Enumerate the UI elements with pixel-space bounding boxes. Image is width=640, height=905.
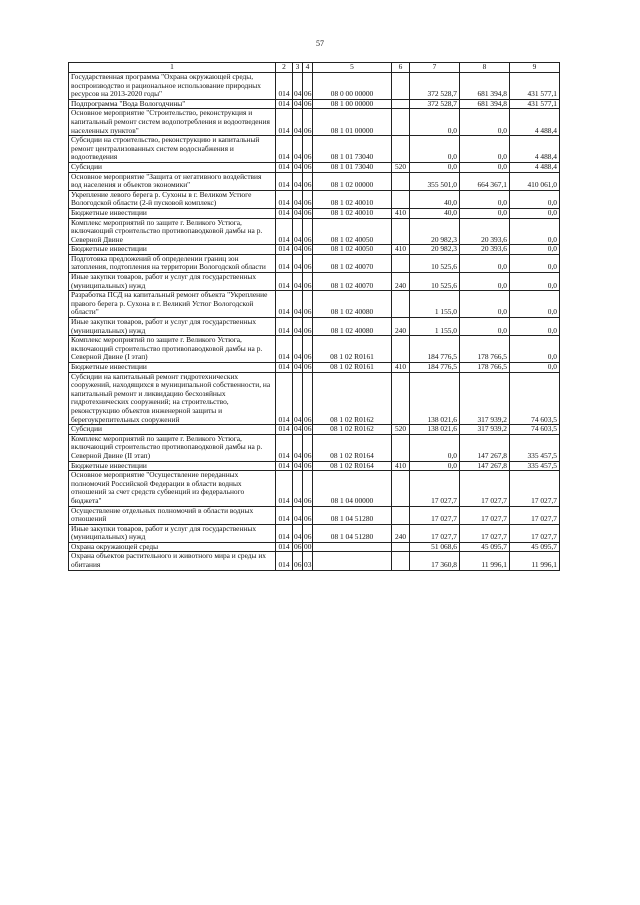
section-code-cell: 04 bbox=[293, 73, 303, 100]
target-article-cell: 08 1 02 40010 bbox=[313, 208, 392, 218]
row-name-cell: Комплекс мероприятий по защите г. Великого Устюга, включающий строительство противопаводковой дамбы на р. Северной Двине (II этап) bbox=[69, 434, 276, 461]
section-code-cell: 04 bbox=[294, 208, 302, 217]
section-code-cell: 04 bbox=[294, 362, 302, 371]
amount-col8-cell: 664 367,1 bbox=[460, 172, 510, 190]
amount-col8-cell: 317 939,2 bbox=[460, 372, 510, 425]
amount-col8-cell: 20 393,6 bbox=[460, 218, 510, 245]
amount-col8-cell: 0,0 bbox=[460, 208, 510, 218]
amount-col7-cell: 372 528,7 bbox=[410, 73, 460, 100]
ministry-code-cell: 014 bbox=[276, 506, 293, 524]
target-article-cell: 08 1 02 40080 bbox=[313, 291, 392, 318]
header-cell: 2 bbox=[276, 63, 293, 73]
ministry-code-cell: 014 bbox=[276, 136, 293, 163]
section-code-cell: 04 bbox=[293, 471, 303, 506]
section-code-cell: 04 bbox=[293, 291, 303, 318]
target-article-cell: 08 1 04 51280 bbox=[313, 506, 392, 524]
subsection-code-cell: 06 bbox=[303, 471, 313, 506]
target-article-cell bbox=[313, 552, 392, 570]
amount-col8-cell: 0,0 bbox=[460, 162, 510, 172]
ministry-code-cell: 014 bbox=[276, 372, 293, 425]
amount-col7-cell: 1 155,0 bbox=[410, 318, 460, 336]
row-name-cell: Иные закупки товаров, работ и услуг для государственных (муниципальных) нужд bbox=[69, 318, 276, 336]
amount-col7-cell: 138 021,6 bbox=[410, 372, 460, 425]
section-code-cell: 04 bbox=[293, 372, 303, 425]
subsection-code-cell: 06 bbox=[304, 244, 312, 254]
expense-type-cell: 410 bbox=[392, 461, 410, 471]
subsection-code-cell: 06 bbox=[304, 162, 312, 171]
subsection-code-cell: 06 bbox=[303, 524, 313, 542]
section-code-cell: 06 bbox=[293, 552, 303, 570]
row-name-cell: Укрепление левого берега р. Сухоны в г. Великом Устюге Вологодской области (2-й пусковой комплекс) bbox=[69, 190, 276, 208]
header-cell: 9 bbox=[510, 63, 560, 73]
amount-col9-cell: 17 027,7 bbox=[510, 524, 560, 542]
amount-col7-cell: 355 501,0 bbox=[410, 172, 460, 190]
amount-col8-cell: 178 766,5 bbox=[460, 363, 510, 373]
subsection-code-cell: 06 bbox=[303, 372, 313, 425]
amount-col7-cell: 40,0 bbox=[410, 190, 460, 208]
subsection-code-cell: 03 bbox=[303, 552, 313, 570]
subsection-code-cell: 06 bbox=[303, 254, 313, 272]
amount-col9-cell: 74 603,5 bbox=[510, 372, 560, 425]
section-code-cell: 04 bbox=[293, 218, 303, 245]
expense-type-cell bbox=[392, 542, 410, 552]
ministry-code-cell: 014 bbox=[276, 254, 293, 272]
expense-type-cell bbox=[392, 99, 410, 109]
subsection-code-cell: 06 bbox=[303, 273, 313, 291]
amount-col7-cell: 17 360,8 bbox=[410, 552, 460, 570]
amount-col9-cell: 0,0 bbox=[510, 363, 560, 373]
table-row bbox=[69, 425, 560, 435]
ministry-code-cell: 014 bbox=[276, 363, 293, 373]
expense-type-cell: 240 bbox=[392, 273, 410, 291]
row-name-cell: Основное мероприятие "Защита от негативного воздействия вод населения и объектов экономики" bbox=[69, 172, 276, 190]
ministry-code-cell: 014 bbox=[276, 552, 293, 570]
row-name-cell: Субсидии на строительство, реконструкцию и капитальный ремонт централизованных систем водоснабжения и водоотведения bbox=[69, 136, 276, 163]
target-article-cell: 08 1 01 73040 bbox=[313, 162, 392, 172]
header-cell: 8 bbox=[460, 63, 510, 73]
row-name-cell: Бюджетные инвестиции bbox=[69, 245, 276, 255]
expense-type-cell: 410 bbox=[392, 363, 410, 373]
row-name-cell: Иные закупки товаров, работ и услуг для государственных (муниципальных) нужд bbox=[69, 273, 276, 291]
section-code-cell: 04 bbox=[294, 461, 302, 470]
ministry-code-cell: 014 bbox=[276, 318, 293, 336]
table-row bbox=[69, 552, 560, 570]
ministry-code-cell: 014 bbox=[276, 425, 293, 435]
target-article-cell: 08 1 02 40070 bbox=[313, 254, 392, 272]
table-row bbox=[69, 99, 560, 109]
expense-type-cell: 240 bbox=[392, 318, 410, 336]
target-article-cell: 08 1 02 40050 bbox=[313, 245, 392, 255]
section-code-cell: 04 bbox=[293, 318, 303, 336]
amount-col8-cell: 681 394,8 bbox=[460, 73, 510, 100]
subsection-code-cell: 06 bbox=[304, 208, 312, 217]
table-row bbox=[69, 291, 560, 318]
amount-col9-cell: 0,0 bbox=[510, 336, 560, 363]
section-code-cell: 04 bbox=[293, 434, 303, 461]
ministry-code-cell: 014 bbox=[276, 218, 293, 245]
target-article-cell bbox=[313, 542, 392, 552]
amount-col7-cell: 20 982,3 bbox=[410, 218, 460, 245]
target-article-cell: 08 1 02 R0162 bbox=[313, 372, 392, 425]
table-row bbox=[69, 461, 560, 471]
target-article-cell: 08 0 00 00000 bbox=[313, 73, 392, 100]
target-article-cell: 08 1 01 73040 bbox=[313, 136, 392, 163]
target-article-cell: 08 1 02 40050 bbox=[313, 218, 392, 245]
row-name-cell: Охрана объектов растительного и животного мира и среды их обитания bbox=[69, 552, 276, 570]
amount-col9-cell: 0,0 bbox=[510, 245, 560, 255]
amount-col7-cell: 184 776,5 bbox=[410, 363, 460, 373]
amount-col9-cell: 410 061,0 bbox=[510, 172, 560, 190]
target-article-cell: 08 1 04 51280 bbox=[313, 524, 392, 542]
expense-type-cell: 410 bbox=[392, 208, 410, 218]
row-name-cell: Основное мероприятие "Осуществление переданных полномочий Российской Федерации в области водных отношений за счет средств субвенций из федерального бюджета" bbox=[69, 471, 276, 506]
row-name-cell: Бюджетные инвестиции bbox=[69, 208, 276, 218]
amount-col7-cell: 0,0 bbox=[410, 461, 460, 471]
table-row bbox=[69, 254, 560, 272]
subsection-code-cell: 06 bbox=[304, 424, 312, 434]
row-name-cell: Субсидии на капитальный ремонт гидротехнических сооружений, находящихся в муниципальной собственности, на капитальный ремонт и ликвидацию бесхозяйных гидротехнических сооружений; на строительство, реконструкцию объектов инженерной защиты и берегоукрепительных сооружений bbox=[69, 372, 276, 425]
table-row bbox=[69, 506, 560, 524]
table-row bbox=[69, 73, 560, 100]
amount-col7-cell: 20 982,3 bbox=[410, 245, 460, 255]
amount-col9-cell: 0,0 bbox=[510, 273, 560, 291]
subsection-code-cell: 06 bbox=[303, 136, 313, 163]
amount-col7-cell: 0,0 bbox=[410, 136, 460, 163]
section-code-cell: 04 bbox=[293, 254, 303, 272]
amount-col9-cell: 4 488,4 bbox=[510, 162, 560, 172]
subsection-code-cell: 06 bbox=[303, 218, 313, 245]
amount-col8-cell: 0,0 bbox=[460, 109, 510, 136]
amount-col9-cell: 335 457,5 bbox=[510, 461, 560, 471]
expense-type-cell bbox=[392, 506, 410, 524]
amount-col8-cell: 0,0 bbox=[460, 318, 510, 336]
expense-type-cell bbox=[392, 254, 410, 272]
row-name-cell: Осуществление отдельных полномочий в области водных отношений bbox=[69, 506, 276, 524]
table-row bbox=[69, 172, 560, 190]
section-code-cell: 04 bbox=[293, 136, 303, 163]
amount-col8-cell: 17 027,7 bbox=[460, 524, 510, 542]
amount-col8-cell: 45 095,7 bbox=[460, 542, 510, 552]
table-row bbox=[69, 336, 560, 363]
amount-col9-cell: 74 603,5 bbox=[510, 425, 560, 435]
amount-col9-cell: 335 457,5 bbox=[510, 434, 560, 461]
subsection-code-cell: 00 bbox=[304, 542, 312, 551]
target-article-cell: 08 1 02 40080 bbox=[313, 318, 392, 336]
ministry-code-cell: 014 bbox=[276, 109, 293, 136]
target-article-cell: 08 1 02 40010 bbox=[313, 190, 392, 208]
amount-col7-cell: 1 155,0 bbox=[410, 291, 460, 318]
table-row bbox=[69, 245, 560, 255]
target-article-cell: 08 1 02 40070 bbox=[313, 273, 392, 291]
table-row bbox=[69, 434, 560, 461]
row-name-cell: Охрана окружающей среды bbox=[69, 542, 276, 552]
expense-type-cell bbox=[392, 190, 410, 208]
subsection-code-cell: 06 bbox=[303, 506, 313, 524]
section-code-cell: 04 bbox=[294, 99, 302, 108]
subsection-code-cell: 06 bbox=[303, 291, 313, 318]
amount-col8-cell: 317 939,2 bbox=[460, 425, 510, 435]
expense-type-cell bbox=[392, 136, 410, 163]
row-name-cell: Субсидии bbox=[69, 425, 276, 435]
expense-type-cell bbox=[392, 73, 410, 100]
amount-col9-cell: 11 996,1 bbox=[510, 552, 560, 570]
target-article-cell: 08 1 02 R0161 bbox=[313, 363, 392, 373]
ministry-code-cell: 014 bbox=[276, 471, 293, 506]
table-row bbox=[69, 162, 560, 172]
amount-col7-cell: 10 525,6 bbox=[410, 273, 460, 291]
expense-type-cell: 240 bbox=[392, 524, 410, 542]
expense-type-cell: 520 bbox=[392, 162, 410, 172]
expense-type-cell bbox=[392, 172, 410, 190]
header-cell: 6 bbox=[392, 63, 410, 73]
amount-col9-cell: 0,0 bbox=[510, 291, 560, 318]
table-row bbox=[69, 372, 560, 425]
ministry-code-cell: 014 bbox=[276, 542, 293, 552]
header-cell: 3 bbox=[293, 63, 303, 73]
amount-col9-cell: 0,0 bbox=[510, 254, 560, 272]
section-code-cell: 04 bbox=[293, 336, 303, 363]
target-article-cell: 08 1 00 00000 bbox=[313, 99, 392, 109]
row-name-cell: Иные закупки товаров, работ и услуг для государственных (муниципальных) нужд bbox=[69, 524, 276, 542]
target-article-cell: 08 1 02 R0164 bbox=[313, 434, 392, 461]
ministry-code-cell: 014 bbox=[276, 172, 293, 190]
table-row bbox=[69, 524, 560, 542]
row-name-cell: Субсидии bbox=[69, 162, 276, 172]
target-article-cell: 08 1 02 R0164 bbox=[313, 461, 392, 471]
amount-col9-cell: 45 095,7 bbox=[510, 542, 560, 552]
ministry-code-cell: 014 bbox=[276, 73, 293, 100]
subsection-code-cell: 06 bbox=[304, 362, 312, 371]
row-name-cell: Государственная программа "Охрана окружающей среды, воспроизводство и рациональное использование природных ресурсов на 2013-2020 годы" bbox=[69, 73, 276, 100]
budget-table bbox=[68, 62, 560, 571]
amount-col9-cell: 0,0 bbox=[510, 208, 560, 218]
expense-type-cell bbox=[392, 471, 410, 506]
table-row bbox=[69, 542, 560, 552]
subsection-code-cell: 06 bbox=[304, 99, 312, 108]
amount-col8-cell: 0,0 bbox=[460, 273, 510, 291]
ministry-code-cell: 014 bbox=[276, 524, 293, 542]
section-code-cell: 04 bbox=[294, 162, 302, 171]
section-code-cell: 04 bbox=[293, 109, 303, 136]
amount-col7-cell: 138 021,6 bbox=[410, 425, 460, 435]
expense-type-cell: 520 bbox=[392, 425, 410, 435]
row-name-cell: Подготовка предложений об определении границ зон затопления, подтопления на территории Вологодской области bbox=[69, 254, 276, 272]
amount-col7-cell: 184 776,5 bbox=[410, 336, 460, 363]
section-code-cell: 04 bbox=[293, 190, 303, 208]
expense-type-cell: 410 bbox=[392, 245, 410, 255]
ministry-code-cell: 014 bbox=[276, 190, 293, 208]
amount-col9-cell: 0,0 bbox=[510, 190, 560, 208]
row-name-cell: Разработка ПСД на капитальный ремонт объекта "Укрепление правого берега р. Сухона в г. Великий Устюг Вологодской области" bbox=[69, 291, 276, 318]
ministry-code-cell: 014 bbox=[276, 273, 293, 291]
subsection-code-cell: 06 bbox=[303, 336, 313, 363]
row-name-cell: Бюджетные инвестиции bbox=[69, 363, 276, 373]
amount-col7-cell: 10 525,6 bbox=[410, 254, 460, 272]
amount-col7-cell: 40,0 bbox=[410, 208, 460, 218]
amount-col8-cell: 147 267,8 bbox=[460, 434, 510, 461]
amount-col7-cell: 0,0 bbox=[410, 434, 460, 461]
subsection-code-cell: 06 bbox=[303, 73, 313, 100]
section-code-cell: 06 bbox=[294, 542, 302, 551]
expense-type-cell bbox=[392, 291, 410, 318]
target-article-cell: 08 1 02 00000 bbox=[313, 172, 392, 190]
target-article-cell: 08 1 04 00000 bbox=[313, 471, 392, 506]
subsection-code-cell: 06 bbox=[304, 461, 312, 470]
section-code-cell: 04 bbox=[293, 172, 303, 190]
header-cell: 1 bbox=[69, 63, 276, 73]
row-name-cell: Бюджетные инвестиции bbox=[69, 461, 276, 471]
ministry-code-cell: 014 bbox=[276, 162, 293, 172]
expense-type-cell bbox=[392, 336, 410, 363]
header-cell: 5 bbox=[313, 63, 392, 73]
row-name-cell: Комплекс мероприятий по защите г. Великого Устюга, включающий строительство противопаводковой дамбы на р. Северной Двине bbox=[69, 218, 276, 245]
expense-type-cell bbox=[392, 372, 410, 425]
amount-col9-cell: 431 577,1 bbox=[510, 99, 560, 109]
amount-col8-cell: 17 027,7 bbox=[460, 471, 510, 506]
subsection-code-cell: 06 bbox=[303, 434, 313, 461]
amount-col7-cell: 0,0 bbox=[410, 162, 460, 172]
header-cell: 4 bbox=[303, 63, 313, 73]
amount-col8-cell: 681 394,8 bbox=[460, 99, 510, 109]
amount-col8-cell: 0,0 bbox=[460, 136, 510, 163]
amount-col7-cell: 0,0 bbox=[410, 109, 460, 136]
expense-type-cell bbox=[392, 552, 410, 570]
amount-col9-cell: 431 577,1 bbox=[510, 73, 560, 100]
table-row bbox=[69, 208, 560, 218]
table-row bbox=[69, 471, 560, 506]
amount-col9-cell: 0,0 bbox=[510, 218, 560, 245]
amount-col7-cell: 51 068,6 bbox=[410, 542, 460, 552]
row-name-cell: Комплекс мероприятий по защите г. Великого Устюга, включающий строительство противопаводковой дамбы на р. Северной Двине (I этап) bbox=[69, 336, 276, 363]
section-code-cell: 04 bbox=[293, 506, 303, 524]
section-code-cell: 04 bbox=[294, 424, 302, 434]
ministry-code-cell: 014 bbox=[276, 336, 293, 363]
table-row bbox=[69, 109, 560, 136]
amount-col7-cell: 17 027,7 bbox=[410, 524, 460, 542]
table-row bbox=[69, 136, 560, 163]
section-code-cell: 04 bbox=[293, 524, 303, 542]
table-body bbox=[69, 73, 560, 571]
amount-col7-cell: 17 027,7 bbox=[410, 506, 460, 524]
ministry-code-cell: 014 bbox=[276, 461, 293, 471]
subsection-code-cell: 06 bbox=[303, 109, 313, 136]
table-row bbox=[69, 363, 560, 373]
section-code-cell: 04 bbox=[294, 244, 302, 254]
amount-col9-cell: 4 488,4 bbox=[510, 136, 560, 163]
page-number: 57 bbox=[316, 39, 324, 48]
amount-col8-cell: 17 027,7 bbox=[460, 506, 510, 524]
subsection-code-cell: 06 bbox=[303, 172, 313, 190]
target-article-cell: 08 1 02 R0162 bbox=[313, 425, 392, 435]
table-row bbox=[69, 273, 560, 291]
row-name-cell: Основное мероприятие "Строительство, реконструкция и капитальный ремонт систем водопотребления и водоотведения населенных пунктов" bbox=[69, 109, 276, 136]
table-row bbox=[69, 318, 560, 336]
ministry-code-cell: 014 bbox=[276, 208, 293, 218]
header-row bbox=[69, 63, 560, 73]
amount-col8-cell: 20 393,6 bbox=[460, 245, 510, 255]
amount-col7-cell: 372 528,7 bbox=[410, 99, 460, 109]
table-row bbox=[69, 218, 560, 245]
ministry-code-cell: 014 bbox=[276, 245, 293, 255]
header-cell: 7 bbox=[410, 63, 460, 73]
amount-col8-cell: 147 267,8 bbox=[460, 461, 510, 471]
ministry-code-cell: 014 bbox=[276, 291, 293, 318]
target-article-cell: 08 1 02 R0161 bbox=[313, 336, 392, 363]
subsection-code-cell: 06 bbox=[303, 190, 313, 208]
expense-type-cell bbox=[392, 218, 410, 245]
target-article-cell: 08 1 01 00000 bbox=[313, 109, 392, 136]
amount-col8-cell: 0,0 bbox=[460, 190, 510, 208]
table-row bbox=[69, 190, 560, 208]
amount-col9-cell: 0,0 bbox=[510, 318, 560, 336]
amount-col7-cell: 17 027,7 bbox=[410, 471, 460, 506]
section-code-cell: 04 bbox=[293, 273, 303, 291]
amount-col8-cell: 0,0 bbox=[460, 291, 510, 318]
expense-type-cell bbox=[392, 109, 410, 136]
amount-col8-cell: 0,0 bbox=[460, 254, 510, 272]
expense-type-cell bbox=[392, 434, 410, 461]
amount-col8-cell: 11 996,1 bbox=[460, 552, 510, 570]
ministry-code-cell: 014 bbox=[276, 99, 293, 109]
amount-col9-cell: 17 027,7 bbox=[510, 506, 560, 524]
amount-col9-cell: 4 488,4 bbox=[510, 109, 560, 136]
row-name-cell: Подпрограмма "Вода Вологодчины" bbox=[69, 99, 276, 109]
amount-col8-cell: 178 766,5 bbox=[460, 336, 510, 363]
ministry-code-cell: 014 bbox=[276, 434, 293, 461]
subsection-code-cell: 06 bbox=[303, 318, 313, 336]
amount-col9-cell: 17 027,7 bbox=[510, 471, 560, 506]
